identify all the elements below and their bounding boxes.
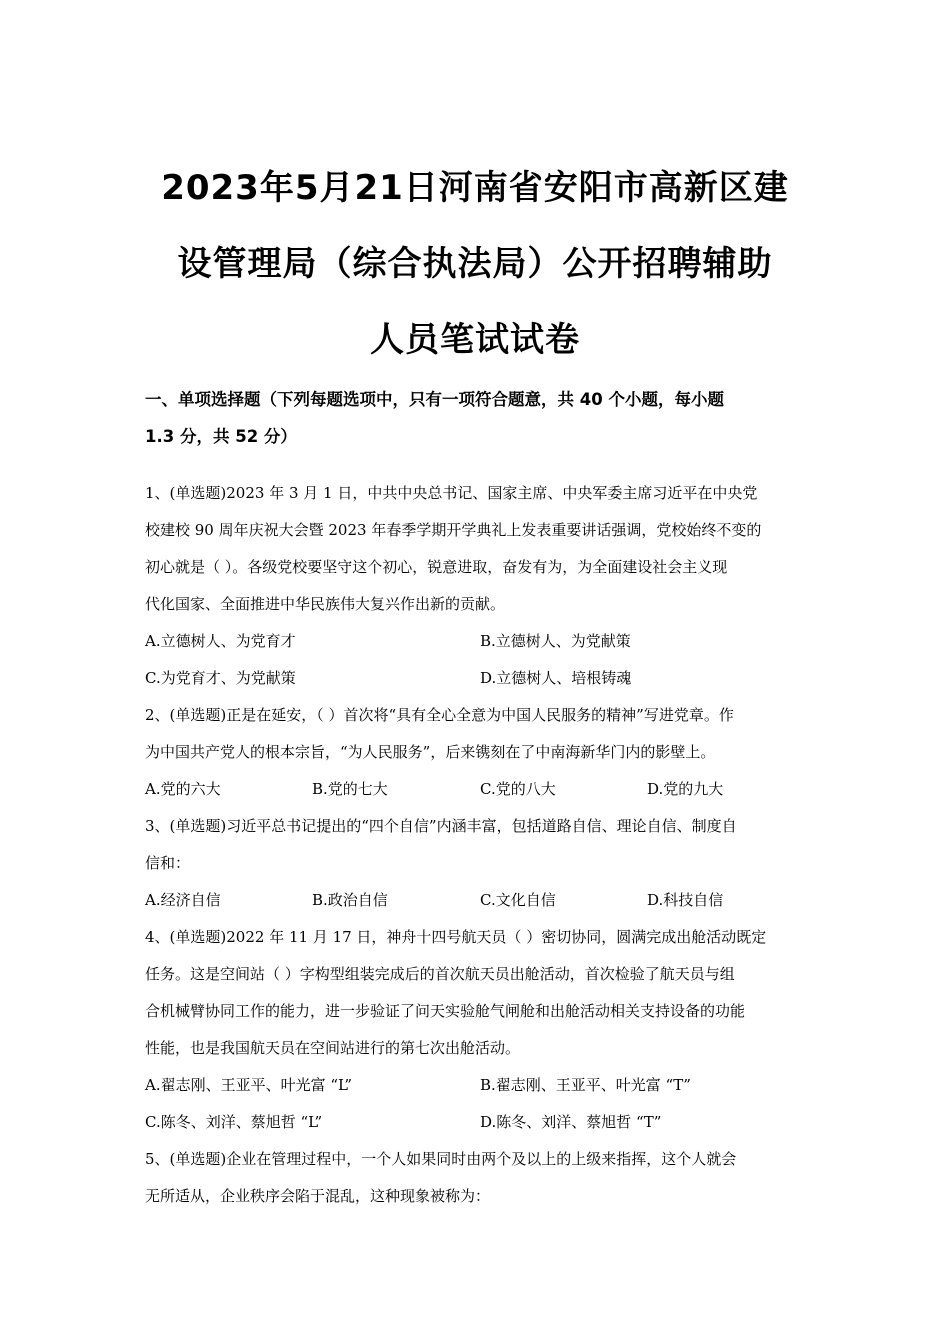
question-text-line: 代化国家、全面推进中华民族伟大复兴作出新的贡献。	[145, 595, 506, 613]
title-line-3: 人员笔试试卷	[370, 320, 580, 360]
option-b: B.党的七大	[312, 780, 388, 798]
question-2	[145, 697, 810, 808]
title-line-1: 2023年5月21日河南省安阳市高新区建	[161, 168, 789, 208]
document-title	[120, 150, 830, 378]
option-row	[145, 1067, 810, 1104]
option-d: D.陈冬、刘洋、蔡旭哲 “T”	[480, 1113, 662, 1131]
option-b: B.翟志刚、王亚平、叶光富 “T”	[480, 1076, 691, 1094]
option-a: A.党的六大	[145, 780, 221, 798]
option-a: A.经济自信	[145, 891, 221, 909]
question-text-line: 性能，也是我国航天员在空间站进行的第七次出舱活动。	[145, 1039, 521, 1057]
option-c: C.为党育才、为党献策	[145, 669, 296, 687]
option-d: D.科技自信	[647, 891, 724, 909]
question-text-line: 3、(单选题)习近平总书记提出的“四个自信”内涵丰富，包括道路自信、理论自信、制度自	[145, 817, 737, 835]
option-c: C.陈冬、刘洋、蔡旭哲 “L”	[145, 1113, 323, 1131]
option-a: A.立德树人、为党育才	[145, 632, 296, 650]
question-3	[145, 808, 810, 919]
question-list	[145, 475, 810, 1215]
question-5	[145, 1141, 810, 1215]
question-text-line: 任务。这是空间站（ ）字构型组装完成后的首次航天员出舱活动，首次检验了航天员与组	[145, 965, 735, 983]
section-heading-line-1: 一、单项选择题（下列每题选项中，只有一项符合题意，共 40 个小题，每小题	[145, 390, 724, 409]
option-d: D.党的九大	[647, 780, 724, 798]
option-row	[145, 771, 810, 808]
option-b: B.立德树人、为党献策	[480, 632, 631, 650]
option-c: C.党的八大	[480, 780, 556, 798]
question-text-line: 5、(单选题)企业在管理过程中，一个人如果同时由两个及以上的上级来指挥，这个人就会	[145, 1150, 737, 1168]
question-text-line: 初心就是（ ）。各级党校要坚守这个初心，锐意进取，奋发有为，为全面建设社会主义现	[145, 558, 728, 576]
option-row	[145, 623, 810, 660]
question-4	[145, 919, 810, 1141]
question-text-line: 2、(单选题)正是在延安，（ ）首次将“具有全心全意为中国人民服务的精神”写进党章。作	[145, 706, 734, 724]
option-row	[145, 1104, 810, 1141]
question-text-line: 4、(单选题)2022 年 11 月 17 日，神舟十四号航天员（ ）密切协同，圆满完成出舱活动既定	[145, 928, 767, 946]
question-text-line: 合机械臂协同工作的能力，进一步验证了问天实验舱气闸舱和出舱活动相关支持设备的功能	[145, 1002, 746, 1020]
option-c: C.文化自信	[480, 891, 556, 909]
title-line-2: 设管理局（综合执法局）公开招聘辅助	[177, 244, 773, 284]
option-row	[145, 882, 810, 919]
section-heading	[145, 381, 810, 455]
question-text-line: 信和：	[145, 854, 191, 872]
question-text-line: 校建校 90 周年庆祝大会暨 2023 年春季学期开学典礼上发表重要讲话强调，党校始终不变的	[145, 521, 762, 539]
option-row	[145, 660, 810, 697]
option-b: B.政治自信	[312, 891, 388, 909]
section-heading-line-2: 1.3 分，共 52 分）	[145, 427, 297, 446]
question-1	[145, 475, 810, 697]
option-a: A.翟志刚、王亚平、叶光富 “L”	[145, 1076, 353, 1094]
question-text-line: 为中国共产党人的根本宗旨，“为人民服务”，后来镌刻在了中南海新华门内的影壁上。	[145, 743, 716, 761]
question-text-line: 无所适从，企业秩序会陷于混乱，这种现象被称为：	[145, 1187, 491, 1205]
option-d: D.立德树人、培根铸魂	[480, 669, 632, 687]
question-text-line: 1、(单选题)2023 年 3 月 1 日，中共中央总书记、国家主席、中央军委主席习近平在中央党	[145, 484, 758, 502]
